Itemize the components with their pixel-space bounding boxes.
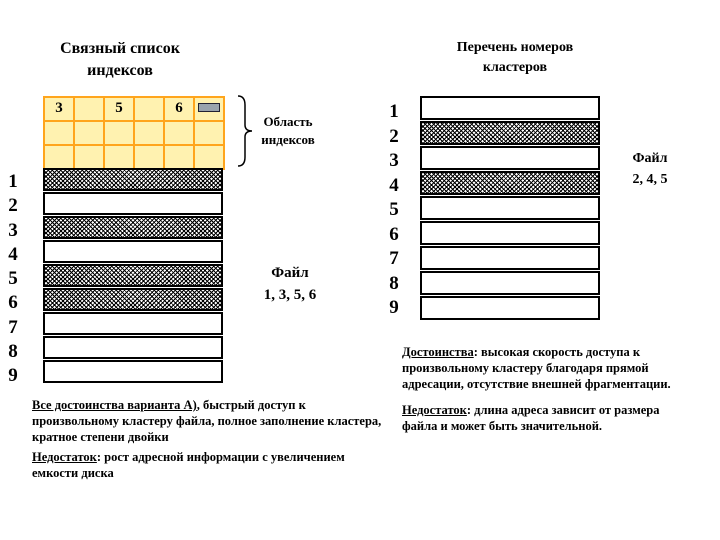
index-cell [163,120,195,146]
index-cell [193,96,225,122]
cluster-number: 6 [8,292,18,314]
cluster-row [43,312,223,335]
index-cell [73,96,105,122]
index-cell [193,120,225,146]
right-cluster-numbers [383,100,405,321]
left-cluster-numbers [2,170,24,389]
right-cluster-list [420,96,600,320]
right-dis-label: Недостаток [402,403,467,417]
end-marker-icon [198,103,220,112]
right-adv-label: Достоинства [402,345,474,359]
cluster-row [420,221,600,245]
cluster-row [420,121,600,145]
index-cell [43,144,75,170]
cluster-row [420,171,600,195]
right-file-label: Файл 2, 4, 5 [632,151,668,187]
cluster-row [43,168,223,191]
cluster-number: 1 [389,101,399,122]
left-note [32,397,387,481]
index-cell [133,96,165,122]
left-adv-text: , быстрый доступ к произвольному кластеру файла, полное заполнение кластера, кратное степени двойки [32,398,382,444]
cluster-row [43,288,223,311]
cluster-number: 5 [8,268,18,290]
cluster-row [420,296,600,320]
left-dis-text: : рост адресной информации с увеличением емкости диска [32,450,345,480]
index-cell [193,144,225,170]
cluster-row [43,192,223,215]
index-area-label: Область индексов [261,114,315,147]
right-title: Перечень номеров кластеров [456,40,574,75]
cluster-number: 8 [8,341,18,363]
cluster-row [43,264,223,287]
index-cell [103,120,135,146]
cluster-number: 7 [389,248,399,269]
left-dis-label: Недостаток [32,450,97,464]
cluster-row [420,246,600,270]
left-adv-label: Все достоинства варианта А) [32,398,197,412]
left-title: Связный список индексов [60,40,180,79]
index-cell [103,144,135,170]
cluster-number: 2 [389,125,399,147]
cluster-number: 2 [8,195,18,217]
cluster-number: 9 [389,297,399,318]
index-cell [43,120,75,146]
cluster-number: 1 [8,171,18,192]
right-adv-text: : высокая скорость доступа к произвольному кластеру благодаря прямой адресации, отсутствие внешней фрагментации. [402,345,671,391]
cluster-row [420,271,600,295]
index-cell [133,144,165,170]
cluster-number: 4 [8,243,18,265]
cluster-number: 8 [389,272,399,294]
cluster-number: 4 [389,174,399,196]
index-cell: 6 [163,96,195,122]
cluster-row [43,336,223,359]
index-cell [163,144,195,170]
cluster-row [43,216,223,239]
index-cell [133,120,165,146]
cluster-row [420,96,600,120]
cluster-number: 3 [8,219,18,241]
left-cluster-list [43,168,223,383]
cluster-number: 9 [8,365,18,387]
cluster-number: 3 [389,150,399,171]
cluster-number: 5 [389,199,399,220]
right-note [402,344,697,434]
index-cell [73,144,105,170]
cluster-row [420,196,600,220]
index-area-grid [43,96,223,168]
index-cell: 5 [103,96,135,122]
cluster-number: 6 [389,223,399,245]
right-dis-text: : длина адреса зависит от размера файла и может быть значительной. [402,403,660,433]
cluster-row [420,146,600,170]
index-cell [73,120,105,146]
left-file-label: Файл 1, 3, 5, 6 [263,265,317,303]
cluster-number: 7 [8,316,18,338]
index-cell: 3 [43,96,75,122]
cluster-row [43,360,223,383]
cluster-row [43,240,223,263]
